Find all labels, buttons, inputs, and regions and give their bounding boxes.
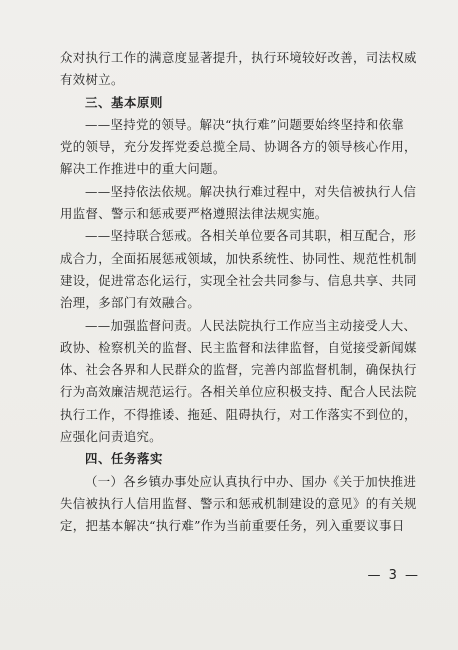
body-line: ——坚持依法依规。解决执行难过程中，对失信被执行人信 xyxy=(85,183,417,199)
body-line: 定，把基本解决“执行难”作为当前重要任务，列入重要议事日 xyxy=(60,518,405,534)
section-heading-task-implementation: 四、任务落实 xyxy=(85,451,163,467)
body-line: 建设，促进常态化运行，实现全社会共同参与、信息共享、共同 xyxy=(60,272,417,288)
body-line: 众对执行工作的满意度显著提升，执行环境较好改善，司法权威 xyxy=(60,50,417,65)
body-line: 成合力，全面拓展惩戒领域，加快系统性、协同性、规范性机制 xyxy=(60,250,417,266)
body-line: 有效树立。 xyxy=(60,72,124,88)
body-line: 应强化问责追究。 xyxy=(60,429,162,445)
body-line: ——坚持联合惩戒。各相关单位要各司其职，相互配合，形 xyxy=(85,228,417,244)
body-line: ——坚持党的领导。解决“执行难”问题要始终坚持和依靠 xyxy=(85,116,405,132)
body-line: 失信被执行人信用监督、警示和惩戒机制建设的意见》的有关规 xyxy=(60,495,417,511)
body-line: 体、社会各界和人民群众的监督，完善内部监督机制，确保执行 xyxy=(60,362,417,378)
body-line: 政协、检察机关的监督、民主监督和法律监督，自觉接受新闻媒 xyxy=(60,339,417,355)
body-line: ——加强监督问责。人民法院执行工作应当主动接受人大、 xyxy=(85,317,417,333)
page-number: — 3 — xyxy=(367,568,420,583)
body-line: 治理，多部门有效融合。 xyxy=(60,295,201,311)
body-line: 行为高效廉洁规范运行。各相关单位应积极支持、配合人民法院 xyxy=(60,384,417,400)
body-line: 解决工作推进中的重大问题。 xyxy=(60,161,226,177)
section-heading-basic-principles: 三、基本原则 xyxy=(85,94,163,110)
body-line: 执行工作，不得推诿、拖延、阻碍执行，对工作落实不到位的， xyxy=(60,406,417,422)
body-line: 党的领导，充分发挥党委总揽全局、协调各方的领导核心作用， xyxy=(60,139,417,155)
document-body xyxy=(60,47,432,538)
body-line: （一）各乡镇办事处应认真执行中办、国办《关于加快推进 xyxy=(85,473,417,489)
body-line: 用监督、警示和惩戒要严格遵照法律法规实施。 xyxy=(60,206,328,222)
